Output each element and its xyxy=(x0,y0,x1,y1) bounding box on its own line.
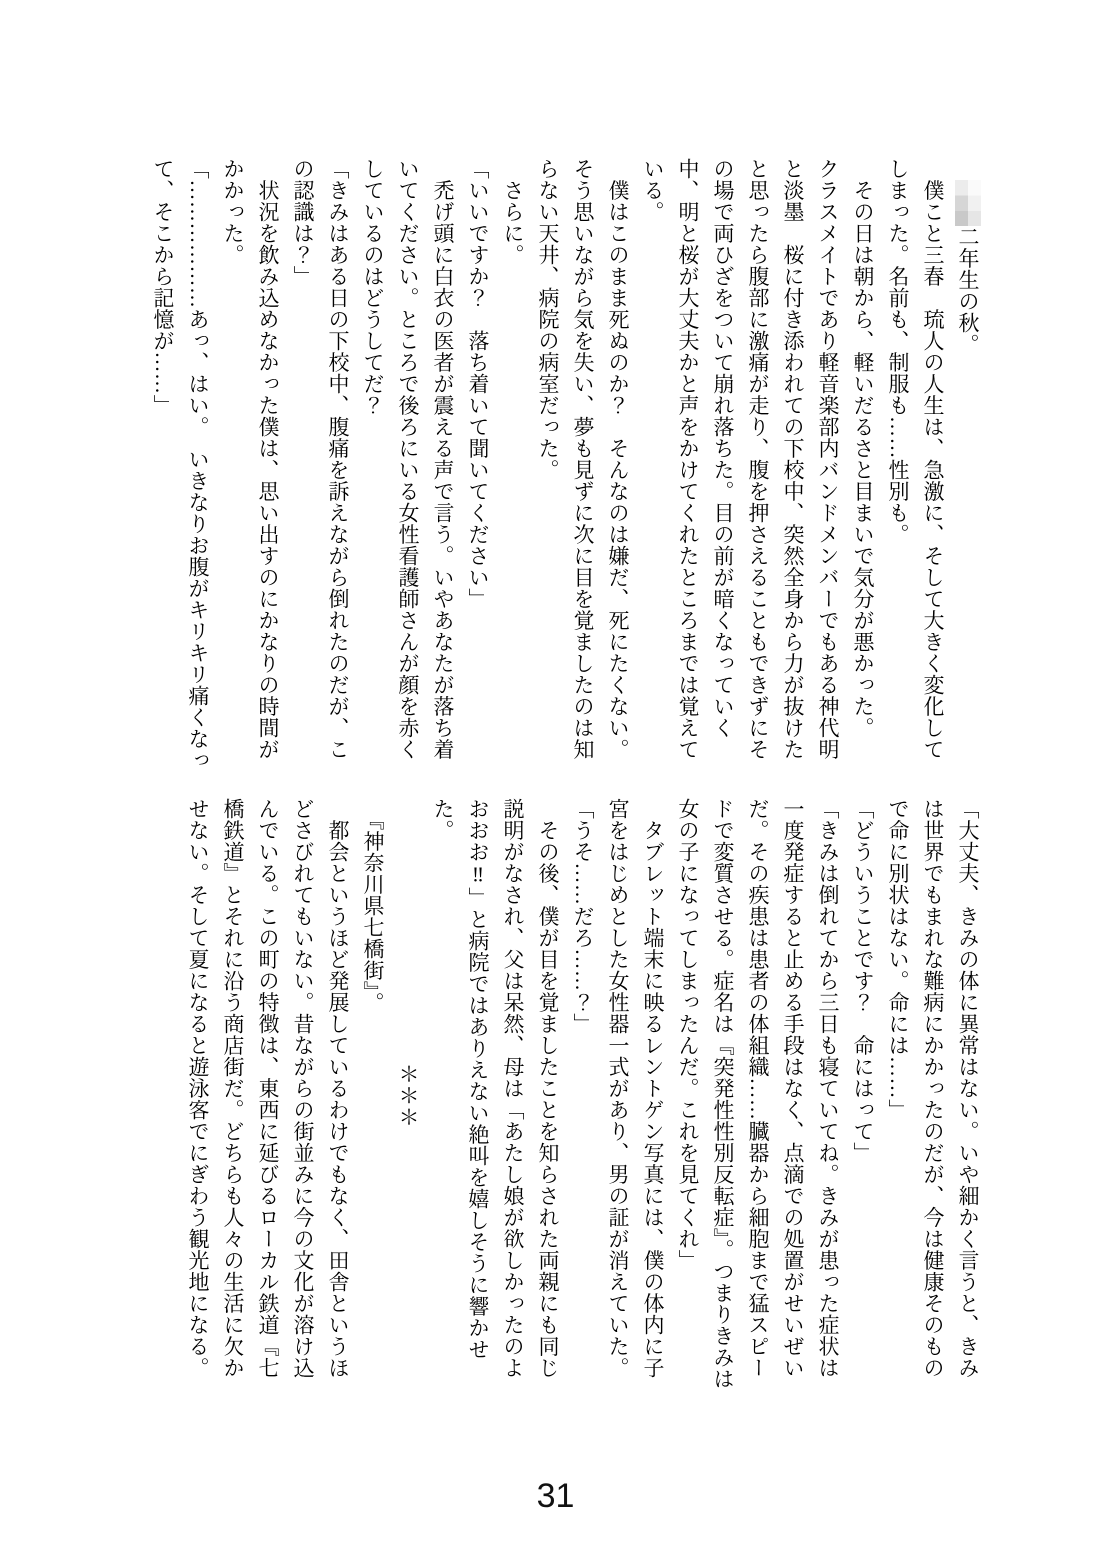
section-separator: ＊＊＊ xyxy=(396,1063,420,1128)
paragraph-dialogue: 「きみはある日の下校中、腹痛を訴えながら倒れたのだが、この認識は？」 xyxy=(291,158,350,760)
bottom-text-block xyxy=(180,798,985,1398)
paragraph-dialogue: 「どういうことです？ 命にはって」 xyxy=(851,798,875,1164)
paragraph: 僕はこのまま死ぬのか？ そんなのは嫌だ、死にたくない。そう思いながら気を失い、夢も見ずに次に目を覚ましたのは知らない天井、病院の病室だった。 xyxy=(536,158,630,760)
paragraph: タブレット端末に映るレントゲン写真には、僕の体内に子宮をはじめとした女性器一式があり、男の証が消えていた。 xyxy=(606,798,665,1379)
paragraph: その後、僕が目を覚ましたことを知らされた両親にも同じ説明がなされ、父は呆然、母は「あたし娘が欲しかったのよおおお‼」と病院ではありえない絶叫を嬉しそうに響かせた。 xyxy=(431,798,560,1379)
paragraph: 状況を飲み込めなかった僕は、思い出すのにかなりの時間がかかった。 xyxy=(221,158,280,760)
paragraph-dialogue: 「………………あっ、はい。 いきなりお腹がキリキリ痛くなって、そこから記憶が……」 xyxy=(151,158,210,771)
censored-name-mosaic xyxy=(955,180,981,226)
paragraph-dialogue: 「いいですか？ 落ち着いて聞いてください」 xyxy=(466,158,490,610)
paragraph: 僕こと三春 琉人の人生は、急激に、そして大きく変化してしまった。名前も、制服も……性別も。 xyxy=(886,158,945,760)
paragraph-dialogue: 「大丈夫、きみの体に異常はない。いや細かく言うと、きみは世界でもまれな難病にかかったのだが、今は健康そのもので命に別状はない。命には……」 xyxy=(886,798,980,1379)
paragraph: クラスメイトであり軽音楽部内バンドメンバーでもある神代明と淡墨 桜に付き添われての下校中、突然全身から力が抜けたと思ったら腹部に激痛が走り、腹を押さえることもできずにその場で両ひざをついて崩れ落ちた。目の前が暗くなっていく中、明と桜が大丈夫かと声をかけてくれたところまでは覚えている。 xyxy=(641,158,840,760)
paragraph: その日は朝から、軽いだるさと目まいで気分が悪かった。 xyxy=(851,158,875,739)
paragraph-opening xyxy=(950,158,985,776)
paragraph-dialogue: 「きみは倒れてから三日も寝ていてね。きみが患った症状は一度発症すると止める手段はなく、点滴での処置がせいぜいだ。その疾患は患者の体組織……臓器から細胞まで猛スピードで変質させる。症名は『突発性性別反転症』。つまりきみは女の子になってしまったんだ。これを見てくれ」 xyxy=(676,798,840,1390)
page-number: 31 xyxy=(536,1477,575,1515)
paragraph: 『神奈川県七橋街』。 xyxy=(361,798,385,1014)
paragraph-text: 二年生の秋。 xyxy=(956,226,980,355)
paragraph: さらに。 xyxy=(501,158,525,266)
paragraph: 禿げ頭に白衣の医者が震える声で言う。いやあなたが落ち着いてください。ところで後ろにいる女性看護師さんが顔を赤くしているのはどうしてだ？ xyxy=(361,158,455,760)
paragraph-dialogue: 「うそ……だろ……？」 xyxy=(571,798,595,1035)
paragraph: 都会というほど発展しているわけでもなく、田舎というほどさびれてもいない。昔ながらの街並みに今の文化が溶け込んでいる。この町の特徴は、東西に延びるローカル鉄道『七橋鉄道』とそれに沿う商店街だ。どちらも人々の生活に欠かせない。そして夏になると遊泳客でにぎわう観光地になる。 xyxy=(186,798,350,1379)
top-text-block xyxy=(145,158,985,776)
